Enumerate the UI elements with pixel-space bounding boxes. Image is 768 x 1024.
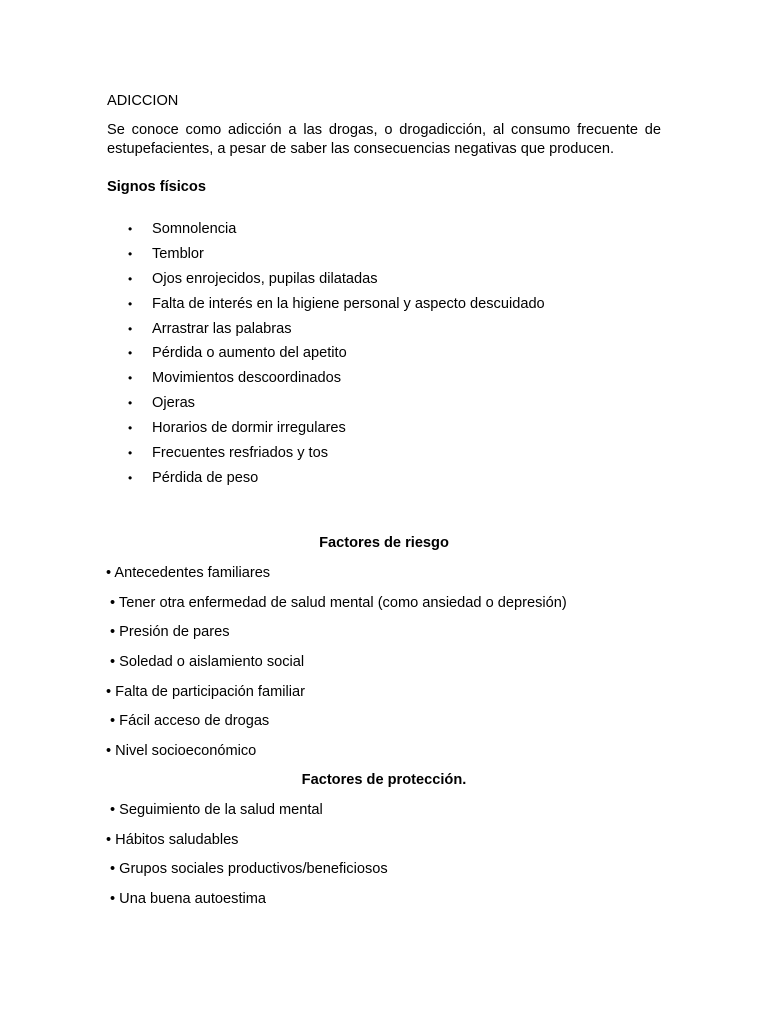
list-item: • Hábitos saludables	[106, 832, 239, 848]
list-item: • Soledad o aislamiento social	[110, 654, 305, 670]
list-item: • Fácil acceso de drogas	[110, 713, 270, 729]
bullet-icon: •	[128, 321, 133, 336]
list-item: • Tener otra enfermedad de salud mental (como ansiedad o depresión)	[110, 595, 567, 611]
bullet-icon: •	[128, 296, 133, 311]
bullet-icon: •	[128, 396, 133, 411]
signos-list	[107, 219, 707, 493]
bullet-icon: •	[128, 222, 133, 236]
bullet-icon: •	[128, 271, 133, 286]
signos-heading: Signos físicos	[107, 179, 206, 195]
list-item: • Presión de pares	[110, 624, 230, 640]
list-item: • Una buena autoestima	[110, 891, 267, 907]
list-item: • Pérdida de peso	[128, 469, 259, 486]
list-item: • Grupos sociales productivos/beneficiosos	[110, 861, 388, 877]
bullet-icon: •	[128, 470, 133, 485]
bullet-icon: •	[128, 371, 133, 386]
list-item: • Falta de participación familiar	[106, 684, 305, 700]
document-title: ADICCION	[107, 93, 179, 109]
list-item: • Pérdida o aumento del apetito	[128, 345, 347, 362]
list-item: • Frecuentes resfriados y tos	[128, 445, 329, 462]
list-item: • Ojos enrojecidos, pupilas dilatadas	[128, 270, 378, 287]
list-item: • Antecedentes familiares	[106, 565, 271, 581]
list-item: • Horarios de dormir irregulares	[128, 420, 346, 437]
list-item: • Nivel socioeconómico	[106, 743, 257, 759]
list-item: • Temblor	[128, 245, 204, 262]
list-item: • Falta de interés en la higiene personal y aspecto descuidado	[128, 295, 545, 312]
list-item: • Movimientos descoordinados	[128, 370, 342, 387]
bullet-icon: •	[128, 446, 133, 461]
list-item: • Arrastrar las palabras	[128, 320, 292, 337]
proteccion-heading: Factores de protección.	[301, 772, 467, 788]
list-item: • Somnolencia	[128, 221, 237, 237]
riesgo-heading: Factores de riesgo	[319, 535, 449, 551]
bullet-icon: •	[128, 421, 133, 436]
list-item: • Ojeras	[128, 395, 195, 412]
intro-paragraph: Se conoce como adicción a las drogas, o drogadicción, al consumo frecuente de estupefacientes, a pesar de saber las consecuencias negativas que producen.	[107, 122, 661, 157]
list-item: • Seguimiento de la salud mental	[110, 802, 323, 818]
bullet-icon: •	[128, 346, 133, 361]
bullet-icon: •	[128, 246, 133, 261]
